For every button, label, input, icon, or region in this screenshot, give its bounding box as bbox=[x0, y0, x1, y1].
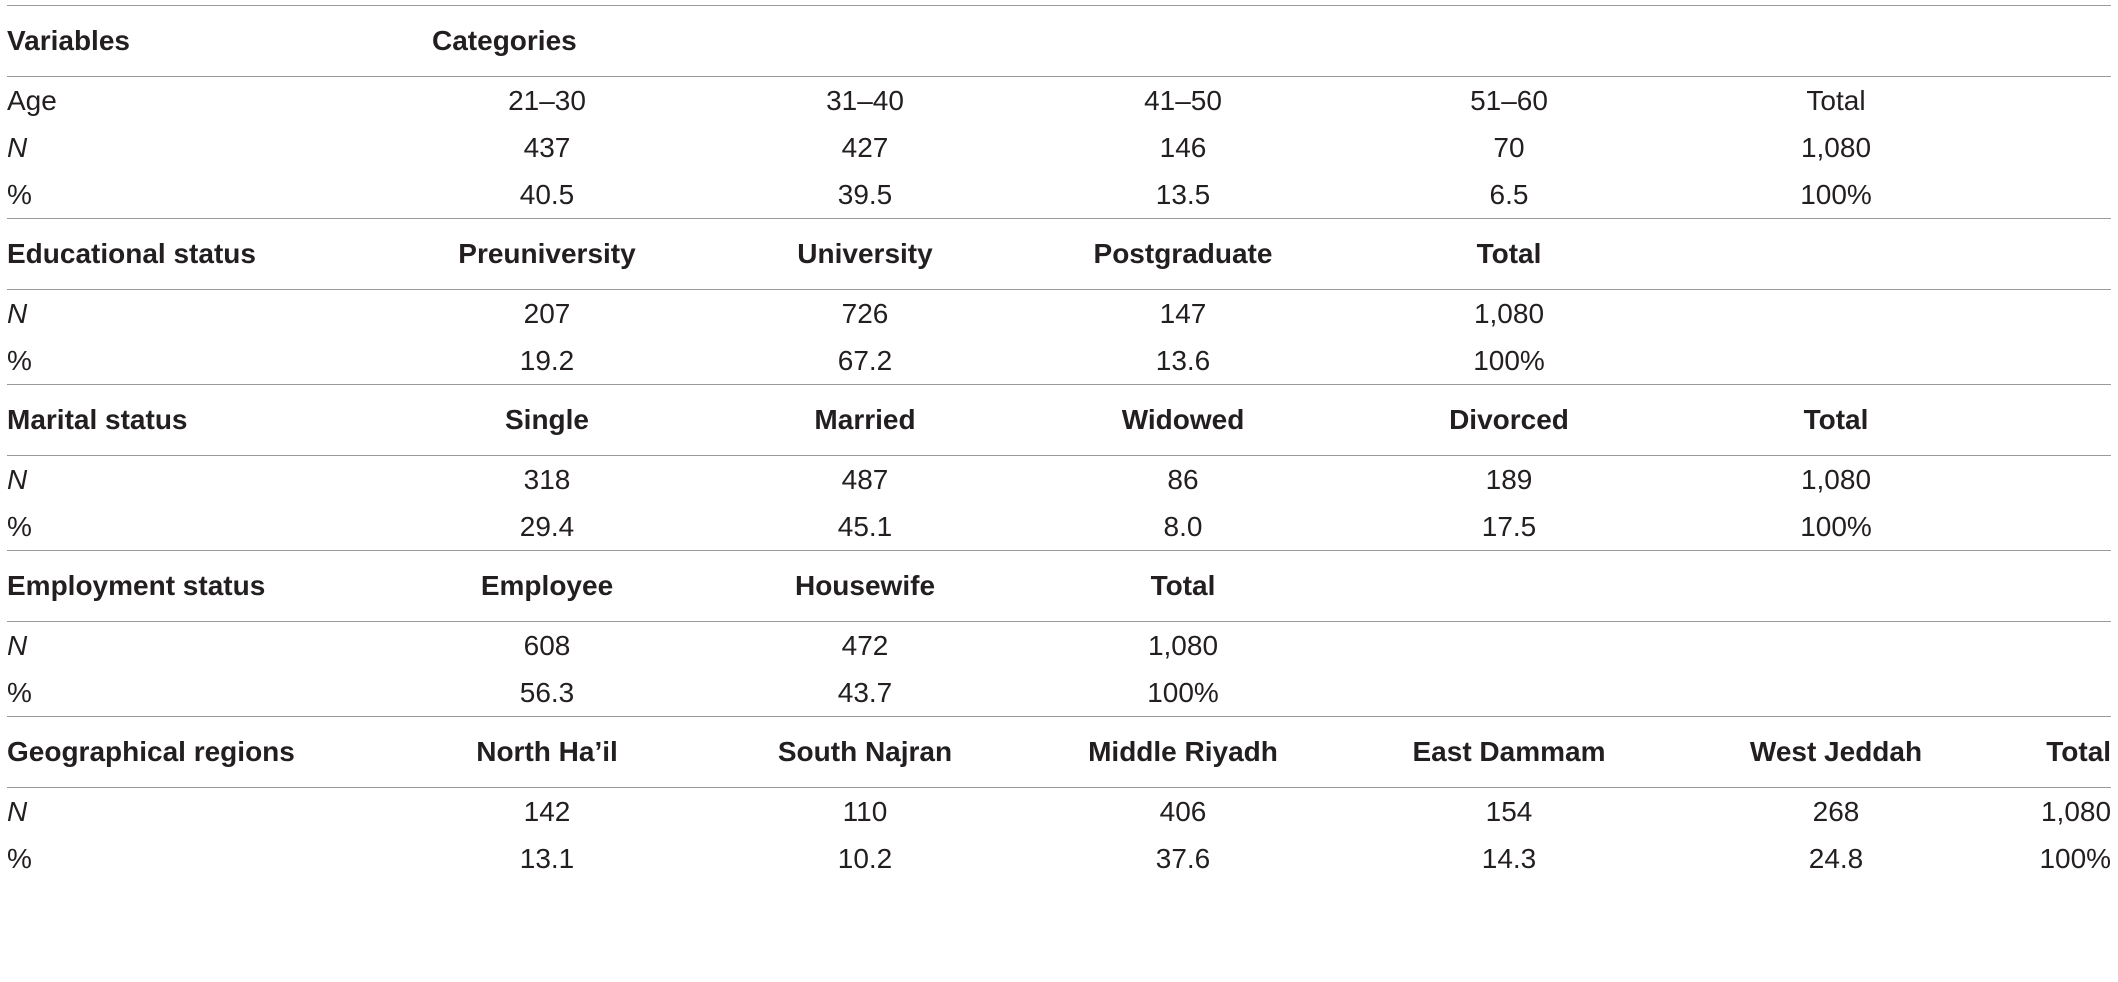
row-label: N bbox=[7, 463, 28, 495]
table-cell: 51–60 bbox=[1470, 84, 1548, 116]
table-cell bbox=[1952, 290, 2111, 338]
table-cell: 207 bbox=[523, 297, 571, 329]
row-label: % bbox=[7, 178, 32, 210]
section-header-row-marital-status bbox=[7, 385, 2111, 456]
table-cell: 45.1 bbox=[837, 510, 893, 542]
row-label: N bbox=[7, 131, 28, 163]
table-cell: 56.3 bbox=[519, 676, 575, 708]
row-label: N bbox=[7, 297, 28, 329]
table-cell: 37.6 bbox=[1155, 842, 1211, 874]
category-header-cell: East Dammam bbox=[1298, 717, 1720, 788]
category-header-cell: Employee bbox=[432, 551, 662, 622]
row-label: % bbox=[7, 676, 32, 708]
table-cell bbox=[1952, 124, 2111, 171]
table-cell bbox=[1952, 622, 2111, 670]
table-cell bbox=[1952, 456, 2111, 504]
category-header-cell bbox=[1720, 219, 1952, 290]
row-label: N bbox=[7, 795, 28, 827]
table-cell bbox=[1298, 622, 1720, 670]
category-header-cell bbox=[1952, 551, 2111, 622]
table-cell: 24.8 bbox=[1808, 842, 1864, 874]
section-label-geographical-regions: Geographical regions bbox=[7, 717, 432, 788]
table-cell: 146 bbox=[1159, 131, 1207, 163]
category-header-cell: Widowed bbox=[1068, 385, 1298, 456]
table-cell: 1,080 bbox=[2040, 795, 2112, 827]
table-row bbox=[7, 835, 2111, 882]
category-header-cell: University bbox=[662, 219, 1068, 290]
category-header-cell: Middle Riyadh bbox=[1068, 717, 1298, 788]
demographics-table bbox=[7, 5, 2111, 882]
category-header-cell: Total bbox=[1720, 385, 1952, 456]
category-header-cell bbox=[1720, 551, 1952, 622]
table-cell: 154 bbox=[1485, 795, 1533, 827]
category-header-cell: West Jeddah bbox=[1720, 717, 1952, 788]
table-cell: 41–50 bbox=[1144, 84, 1222, 116]
table-cell bbox=[1952, 503, 2111, 551]
table-row bbox=[7, 124, 2111, 171]
category-header-cell bbox=[1298, 551, 1720, 622]
category-header-cell: Single bbox=[432, 385, 662, 456]
table-cell: 40.5 bbox=[519, 178, 575, 210]
category-header-cell: Total bbox=[1952, 717, 2111, 788]
table-cell: 437 bbox=[523, 131, 571, 163]
table-cell: 147 bbox=[1159, 297, 1207, 329]
table-cell bbox=[1720, 290, 1952, 338]
table-row bbox=[7, 77, 2111, 125]
table-cell: 13.1 bbox=[519, 842, 575, 874]
table-cell: 142 bbox=[523, 795, 571, 827]
section-header-row-employment-status bbox=[7, 551, 2111, 622]
table-cell: 21–30 bbox=[508, 84, 586, 116]
category-header-cell: Married bbox=[662, 385, 1068, 456]
table-cell: 1,080 bbox=[1473, 297, 1545, 329]
table-cell: 100% bbox=[1473, 344, 1545, 376]
table-cell: 8.0 bbox=[1163, 510, 1203, 542]
table-cell: 487 bbox=[841, 463, 889, 495]
category-header-cell: North Ha’il bbox=[432, 717, 662, 788]
section-label-marital-status: Marital status bbox=[7, 385, 432, 456]
category-header-cell: Divorced bbox=[1298, 385, 1720, 456]
table-cell bbox=[1952, 337, 2111, 385]
category-header-cell: Housewife bbox=[662, 551, 1068, 622]
section-header-row-geographical-regions bbox=[7, 717, 2111, 788]
table-cell: 10.2 bbox=[837, 842, 893, 874]
categories-header: Categories bbox=[432, 6, 2111, 77]
row-label: % bbox=[7, 344, 32, 376]
table-cell: 100% bbox=[2039, 842, 2112, 874]
table-cell: 110 bbox=[842, 795, 888, 827]
table-cell: 1,080 bbox=[1800, 131, 1872, 163]
table-cell: 6.5 bbox=[1489, 178, 1529, 210]
table-cell: 86 bbox=[1167, 463, 1199, 495]
table-row bbox=[7, 456, 2111, 504]
row-label: N bbox=[7, 629, 28, 661]
table-cell: 1,080 bbox=[1147, 629, 1219, 661]
table-cell: 318 bbox=[523, 463, 571, 495]
table-cell: 13.6 bbox=[1155, 344, 1211, 376]
table-cell: 427 bbox=[841, 131, 889, 163]
table-cell bbox=[1952, 669, 2111, 717]
row-label: % bbox=[7, 842, 32, 874]
table-cell: 43.7 bbox=[837, 676, 893, 708]
table-row bbox=[7, 290, 2111, 338]
table-cell bbox=[1952, 77, 2111, 125]
table-cell: 13.5 bbox=[1155, 178, 1211, 210]
table-cell: 100% bbox=[1800, 510, 1872, 542]
section-label-educational-status: Educational status bbox=[7, 219, 432, 290]
table-row bbox=[7, 337, 2111, 385]
table-row bbox=[7, 503, 2111, 551]
category-header-cell: South Najran bbox=[662, 717, 1068, 788]
table-cell bbox=[1720, 669, 1952, 717]
table-row bbox=[7, 788, 2111, 836]
table-row bbox=[7, 669, 2111, 717]
table-header-row bbox=[7, 6, 2111, 77]
table-cell bbox=[1720, 622, 1952, 670]
table-cell: 19.2 bbox=[519, 344, 575, 376]
table-cell: 39.5 bbox=[837, 178, 893, 210]
table-cell: 608 bbox=[523, 629, 571, 661]
table-cell bbox=[1720, 337, 1952, 385]
table-cell: 17.5 bbox=[1481, 510, 1537, 542]
table-cell bbox=[1298, 669, 1720, 717]
category-header-cell bbox=[1952, 219, 2111, 290]
table-cell: 100% bbox=[1147, 676, 1219, 708]
table-cell: 31–40 bbox=[826, 84, 904, 116]
table-cell bbox=[1952, 171, 2111, 219]
table-row bbox=[7, 171, 2111, 219]
table-cell: 14.3 bbox=[1481, 842, 1537, 874]
category-header-cell: Postgraduate bbox=[1068, 219, 1298, 290]
table-cell: 29.4 bbox=[519, 510, 575, 542]
variables-header: Variables bbox=[7, 6, 432, 77]
table-cell: 100% bbox=[1800, 178, 1872, 210]
table-cell: 189 bbox=[1485, 463, 1533, 495]
section-header-row-educational-status bbox=[7, 219, 2111, 290]
table-cell: 67.2 bbox=[837, 344, 893, 376]
table-cell: Total bbox=[1806, 84, 1866, 116]
table-cell: 726 bbox=[841, 297, 889, 329]
table-body bbox=[7, 6, 2111, 883]
category-header-cell: Total bbox=[1068, 551, 1298, 622]
category-header-cell: Total bbox=[1298, 219, 1720, 290]
row-label: % bbox=[7, 510, 32, 542]
table-cell: 406 bbox=[1159, 795, 1207, 827]
category-header-cell bbox=[1952, 385, 2111, 456]
category-header-cell: Preuniversity bbox=[432, 219, 662, 290]
row-label: Age bbox=[7, 84, 57, 116]
table-row bbox=[7, 622, 2111, 670]
table-cell: 472 bbox=[841, 629, 889, 661]
table-cell: 1,080 bbox=[1800, 463, 1872, 495]
section-label-employment-status: Employment status bbox=[7, 551, 432, 622]
table-cell: 70 bbox=[1493, 131, 1525, 163]
table-cell: 268 bbox=[1812, 795, 1860, 827]
